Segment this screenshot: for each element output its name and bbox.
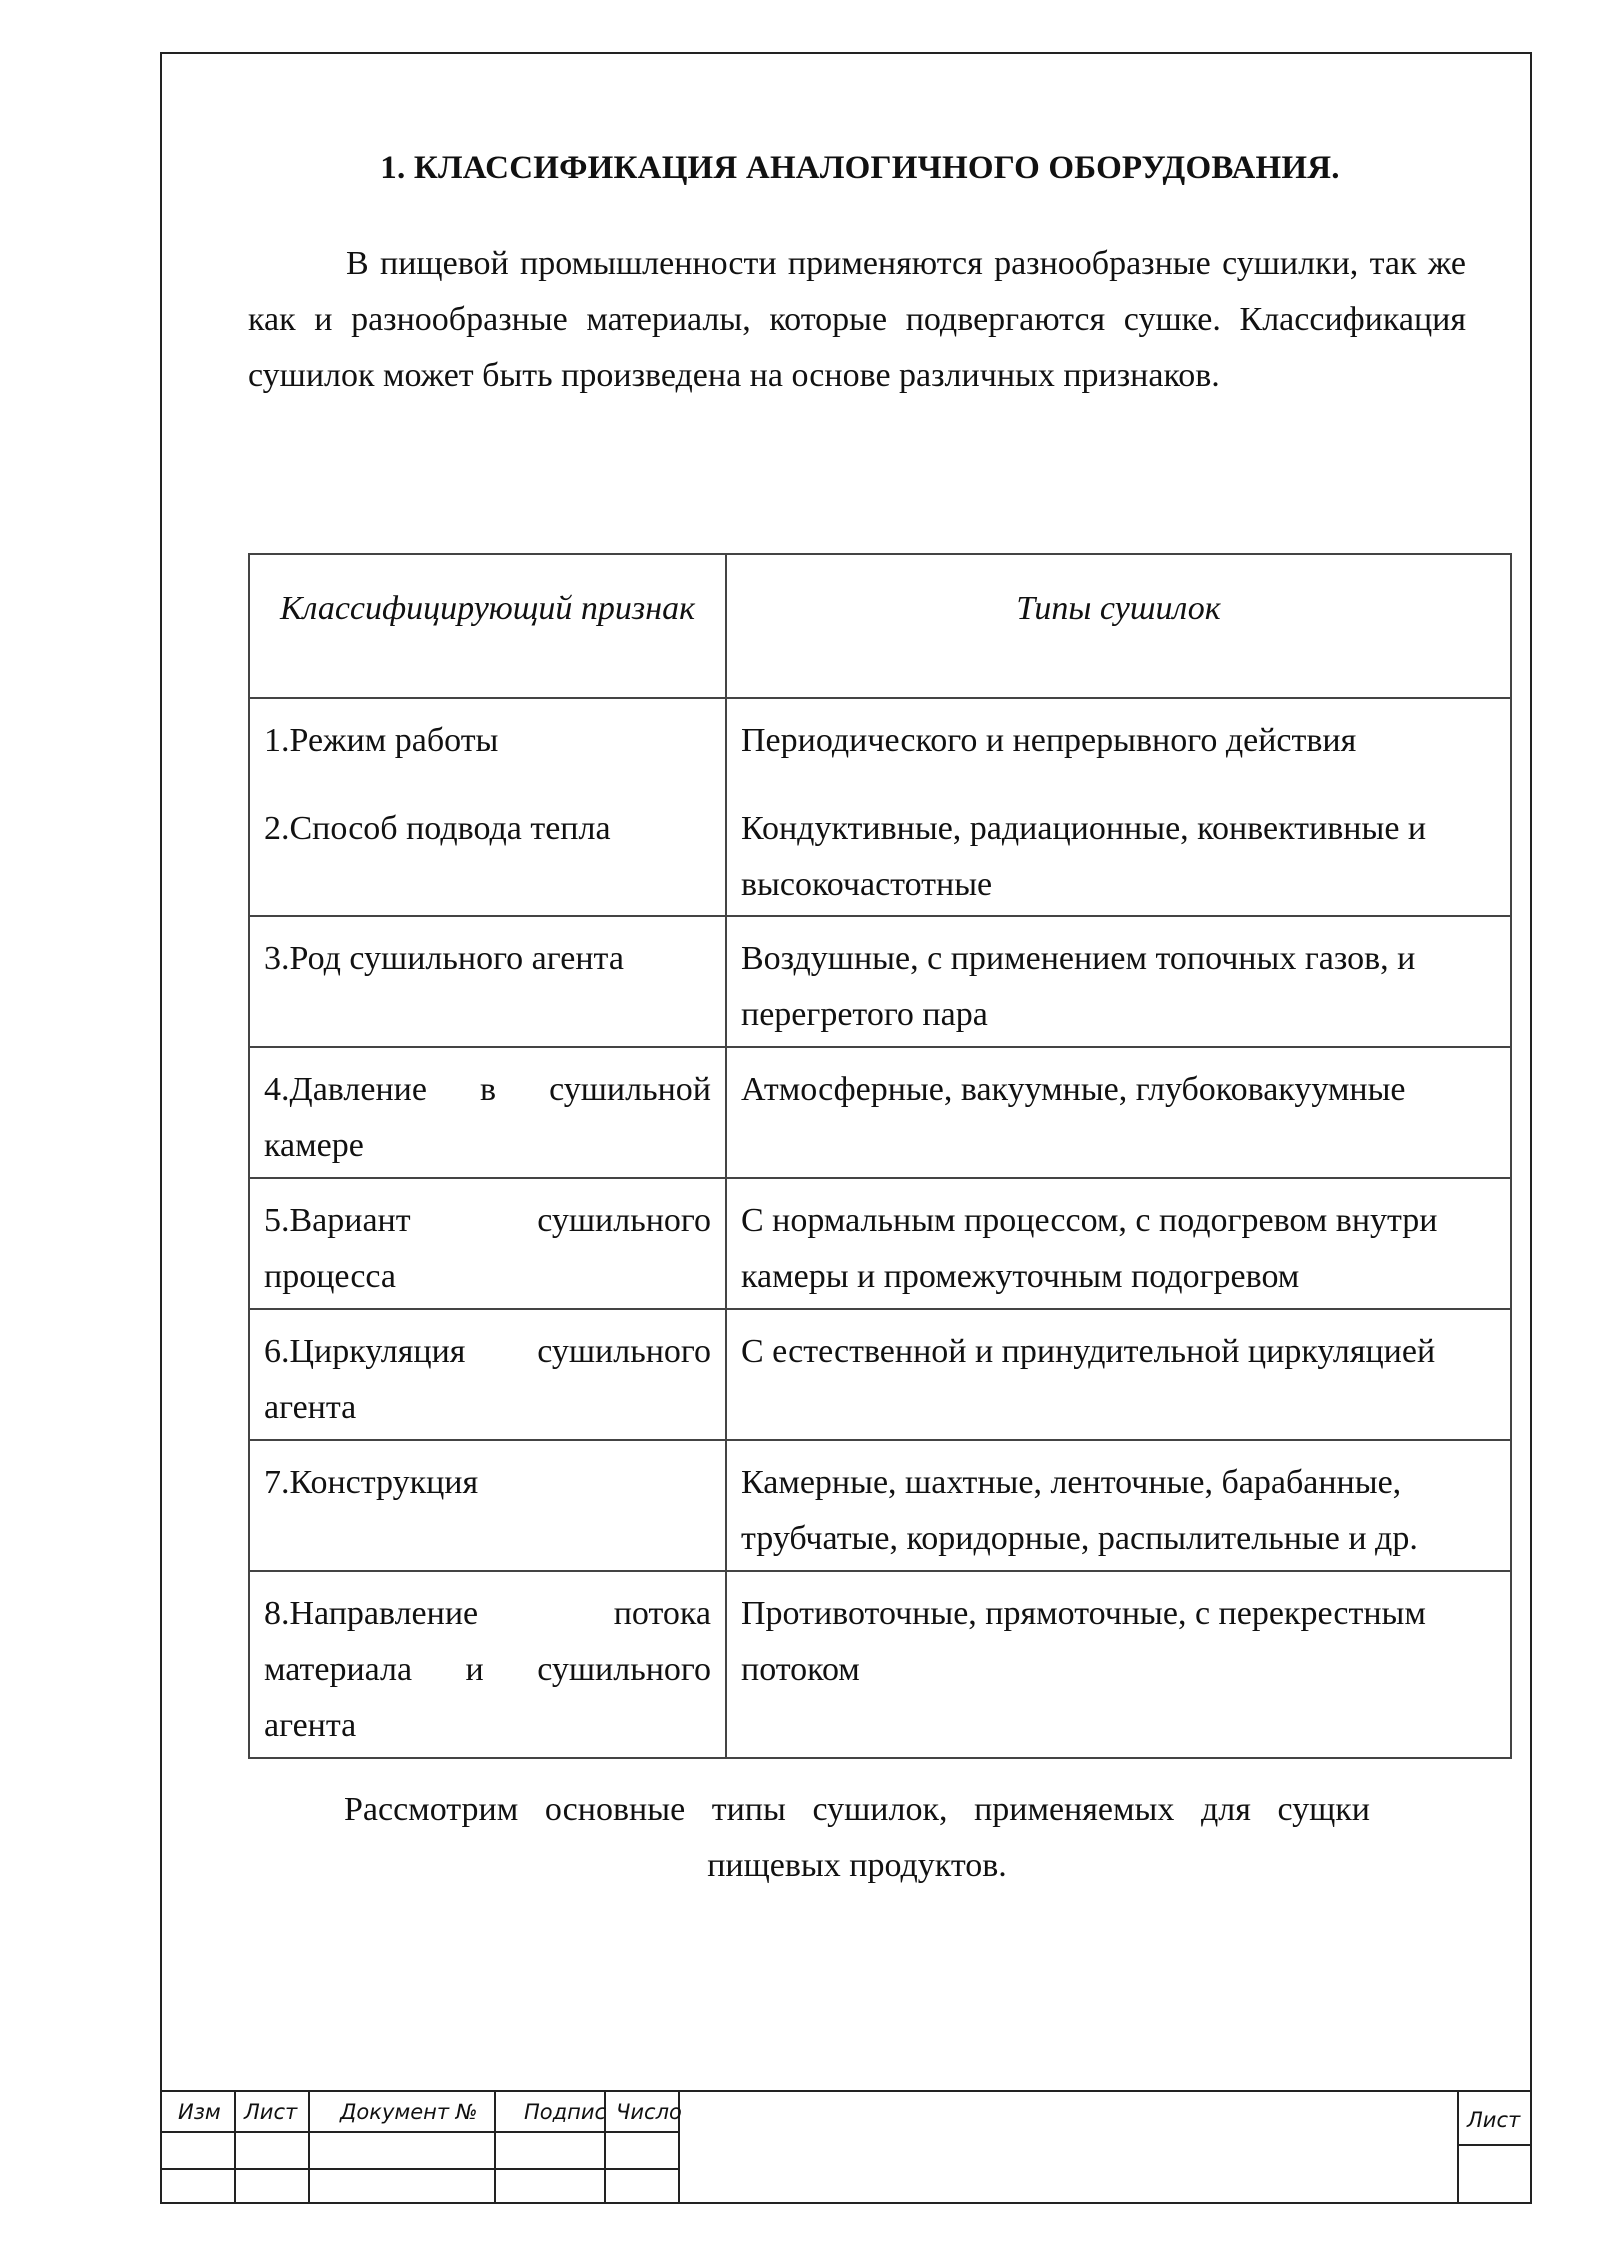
- types-cell: Воздушные, с применением топочных газов, и перегретого пара: [726, 916, 1511, 1047]
- types-cell: С естественной и принудительной циркуляцией: [726, 1309, 1511, 1440]
- types-text: Периодического и непрерывного действия: [741, 722, 1357, 759]
- feature-cell: 5.Вариант сушильного процесса: [249, 1178, 726, 1309]
- table-header-row: [249, 554, 1511, 698]
- title-block-stamp: [160, 2090, 1532, 2204]
- feature-text: 1.Режим работы: [264, 722, 499, 759]
- feature-cell: 4.Давление в сушильной камере: [249, 1047, 726, 1178]
- types-cell: [726, 698, 1511, 916]
- stamp-label-signature: Подпис: [524, 2100, 607, 2124]
- table-row: [249, 698, 1511, 916]
- conclusion-paragraph: Рассмотрим основные типы сушилок, применяемых для сущки пищевых продуктов.: [344, 1791, 1370, 1884]
- types-cell: Камерные, шахтные, ленточные, барабанные, трубчатые, коридорные, распылительные и др.: [726, 1440, 1511, 1571]
- types-cell: С нормальным процессом, с подогревом внутри камеры и промежуточным подогревом: [726, 1178, 1511, 1309]
- table-row: [249, 1309, 1511, 1440]
- stamp-label-date: Число: [616, 2100, 682, 2124]
- table-row: [249, 1178, 1511, 1309]
- classification-table: [248, 553, 1512, 1759]
- stamp-label-document-no: Документ №: [340, 2100, 478, 2124]
- stamp-label-sheet: Лист: [244, 2100, 298, 2124]
- feature-cell: 6.Циркуляция сушильного агента: [249, 1309, 726, 1440]
- feature-text: 2.Способ подвода тепла: [264, 810, 611, 847]
- table-row: [249, 916, 1511, 1047]
- stamp-label-sheet-number: Лист: [1467, 2108, 1521, 2132]
- feature-cell: 7.Конструкция: [249, 1440, 726, 1571]
- intro-paragraph: В пищевой промышленности применяются разнообразные сушилки, так же как и разнообразные материалы, которые подвергаются сушке. Классификация сушилок может быть произведена на основе различных признаков.: [248, 245, 1466, 394]
- feature-cell: 8.Направление потока материала и сушильного агента: [249, 1571, 726, 1758]
- types-cell: Противоточные, прямоточные, с перекрестным потоком: [726, 1571, 1511, 1758]
- header-feature: Классифицирующий признак: [249, 554, 726, 698]
- table-row: [249, 1571, 1511, 1758]
- feature-cell: 3.Род сушильного агента: [249, 916, 726, 1047]
- table-row: [249, 1047, 1511, 1178]
- feature-cell: [249, 698, 726, 916]
- types-cell: Атмосферные, вакуумные, глубоковакуумные: [726, 1047, 1511, 1178]
- table-row: [249, 1440, 1511, 1571]
- types-text: Кондуктивные, радиационные, конвективные и высокочастотные: [741, 810, 1427, 903]
- header-types: Типы сушилок: [726, 554, 1511, 698]
- stamp-label-change: Изм: [178, 2100, 221, 2124]
- section-title: 1. КЛАССИФИКАЦИЯ АНАЛОГИЧНОГО ОБОРУДОВАНИЯ.: [380, 150, 1340, 186]
